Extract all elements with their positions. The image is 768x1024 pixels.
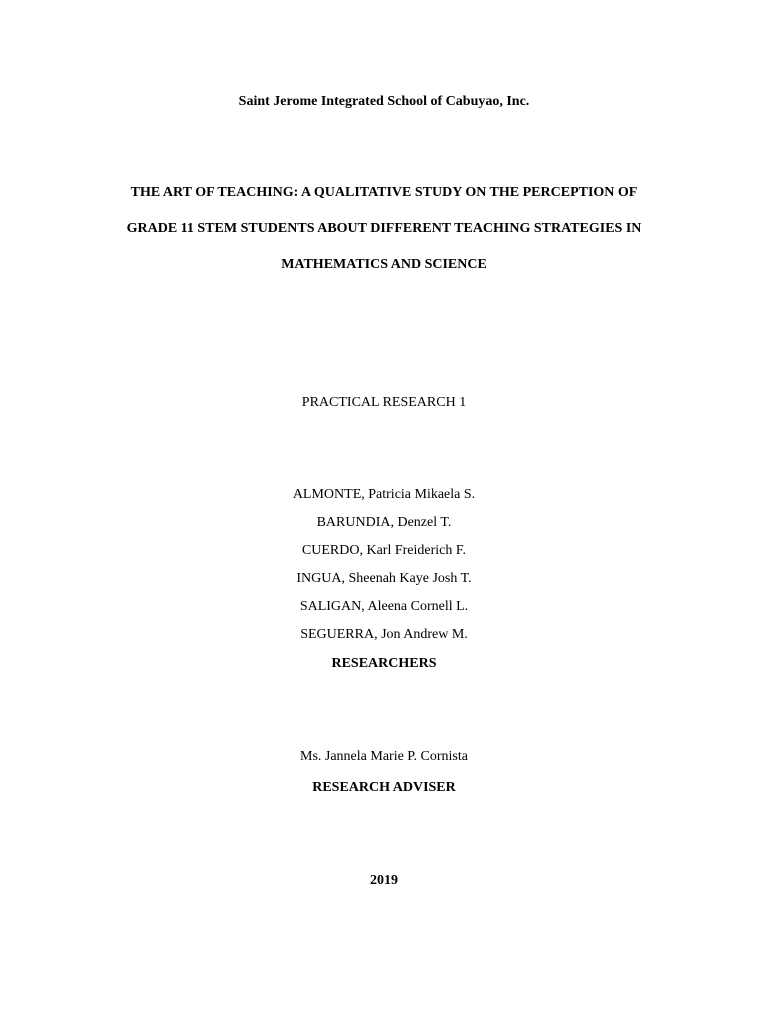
study-title-line: MATHEMATICS AND SCIENCE bbox=[281, 257, 487, 272]
adviser-label: RESEARCH ADVISER bbox=[312, 780, 456, 795]
researcher-name: ALMONTE, Patricia Mikaela S. bbox=[292, 487, 476, 502]
researcher-name: SEGUERRA, Jon Andrew M. bbox=[300, 627, 468, 642]
researcher-name: INGUA, Sheenah Kaye Josh T. bbox=[296, 571, 472, 586]
researcher-name: BARUNDIA, Denzel T. bbox=[316, 515, 452, 530]
study-title-line: THE ART OF TEACHING: A QUALITATIVE STUDY ON THE PERCEPTION OF bbox=[130, 185, 638, 200]
researcher-name: CUERDO, Karl Freiderich F. bbox=[301, 543, 467, 558]
course-name: PRACTICAL RESEARCH 1 bbox=[301, 395, 467, 410]
adviser-name: Ms. Jannela Marie P. Cornista bbox=[300, 749, 468, 764]
researchers-label: RESEARCHERS bbox=[331, 656, 437, 671]
study-title-line: GRADE 11 STEM STUDENTS ABOUT DIFFERENT TEACHING STRATEGIES IN bbox=[126, 221, 642, 236]
researcher-name: SALIGAN, Aleena Cornell L. bbox=[299, 599, 469, 614]
school-name: Saint Jerome Integrated School of Cabuyao, Inc. bbox=[238, 94, 530, 109]
year: 2019 bbox=[370, 873, 398, 888]
